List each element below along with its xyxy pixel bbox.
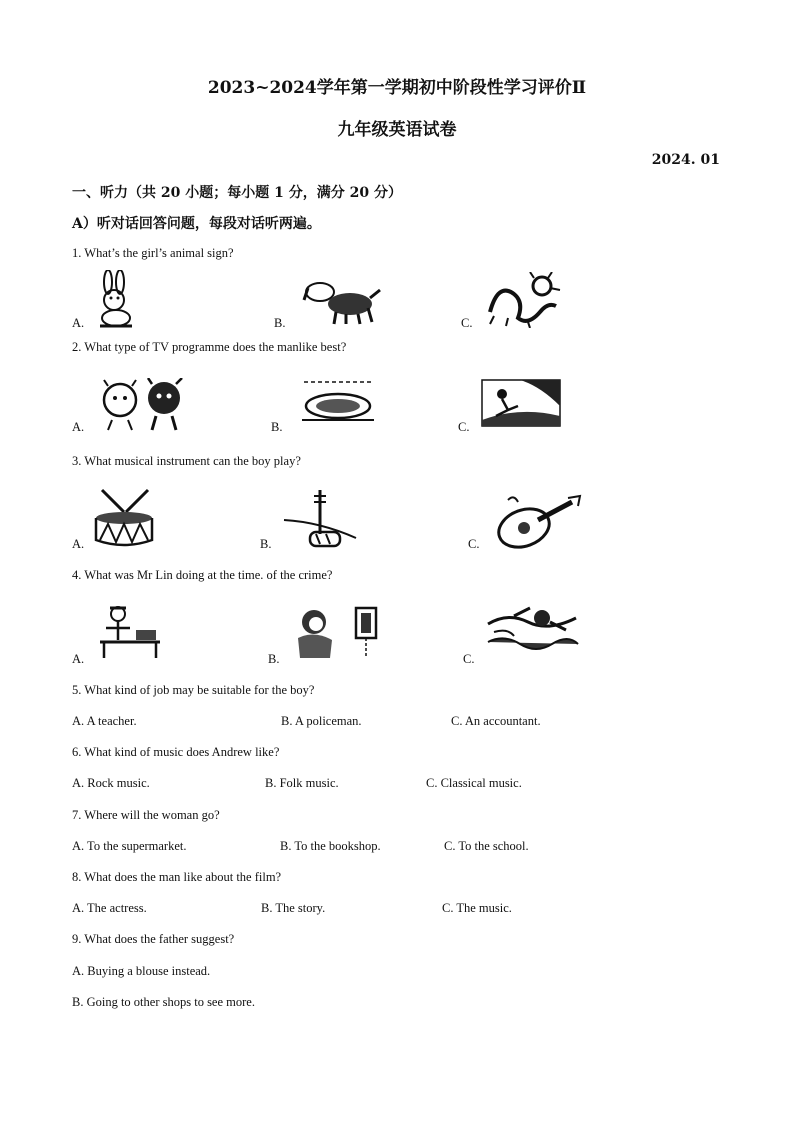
option-b: B. To the bookshop. [280,839,381,853]
question-text: 7. Where will the woman go? [72,808,220,822]
guitar-picture [494,494,582,552]
option-label-c: C. [463,652,475,666]
rabbit-picture [90,270,142,330]
question-text: 6. What kind of music does Andrew like? [72,745,280,759]
option-c: C. To the school. [444,839,529,853]
sports-show-picture [480,376,562,428]
question-text: 2. What type of TV programme does the manlike best? [72,340,347,354]
cooking-picture [96,602,162,660]
option-label-b: B. [268,652,280,666]
option-c: C. An accountant. [451,714,541,728]
part-a-instruction: A）听对话回答问题，每段对话听两遍。 [72,216,321,232]
option-c: C. The music. [442,901,512,915]
option-a: A. Rock music. [72,776,150,790]
food-show-picture [296,376,380,424]
option-label-b: B. [274,316,286,330]
reading-picture [290,604,382,662]
dog-picture [300,278,382,326]
swimming-picture [484,602,580,658]
option-label-a: A. [72,420,85,434]
cartoon-picture [96,378,192,432]
drum-picture [92,488,156,548]
option-a: A. Buying a blouse instead. [72,964,211,978]
option-label-c: C. [468,537,480,551]
option-c: C. Classical music. [426,776,522,790]
option-label-c: C. [458,420,470,434]
dragon-picture [484,272,562,328]
option-label-b: B. [271,420,283,434]
option-label-c: C. [461,316,473,330]
option-b: B. Folk music. [265,776,339,790]
question-text: 9. What does the father suggest? [72,932,235,946]
question-text: 4. What was Mr Lin doing at the time. of the crime? [72,568,333,582]
question-text: 3. What musical instrument can the boy play? [72,454,301,468]
option-b: B. A policeman. [281,714,362,728]
section-heading: 一、听力（共 20 小题；每小题 1 分，满分 20 分） [72,185,402,201]
option-a: A. The actress. [72,901,147,915]
exam-subtitle: 九年级英语试卷 [337,120,457,140]
option-label-a: A. [72,537,85,551]
question-text: 5. What kind of job may be suitable for the boy? [72,683,315,697]
erhu-picture [280,488,364,548]
question-text: 1. What’s the girl’s animal sign? [72,246,234,260]
option-label-b: B. [260,537,272,551]
option-label-a: A. [72,652,85,666]
exam-date: 2024. 01 [651,152,720,168]
option-b: B. Going to other shops to see more. [72,995,255,1009]
exam-title: 2023~2024学年第一学期初中阶段性学习评价Ⅱ [207,78,587,98]
option-b: B. The story. [261,901,326,915]
option-a: A. To the supermarket. [72,839,187,853]
option-label-a: A. [72,316,85,330]
question-text: 8. What does the man like about the film? [72,870,282,884]
option-a: A. A teacher. [72,714,137,728]
